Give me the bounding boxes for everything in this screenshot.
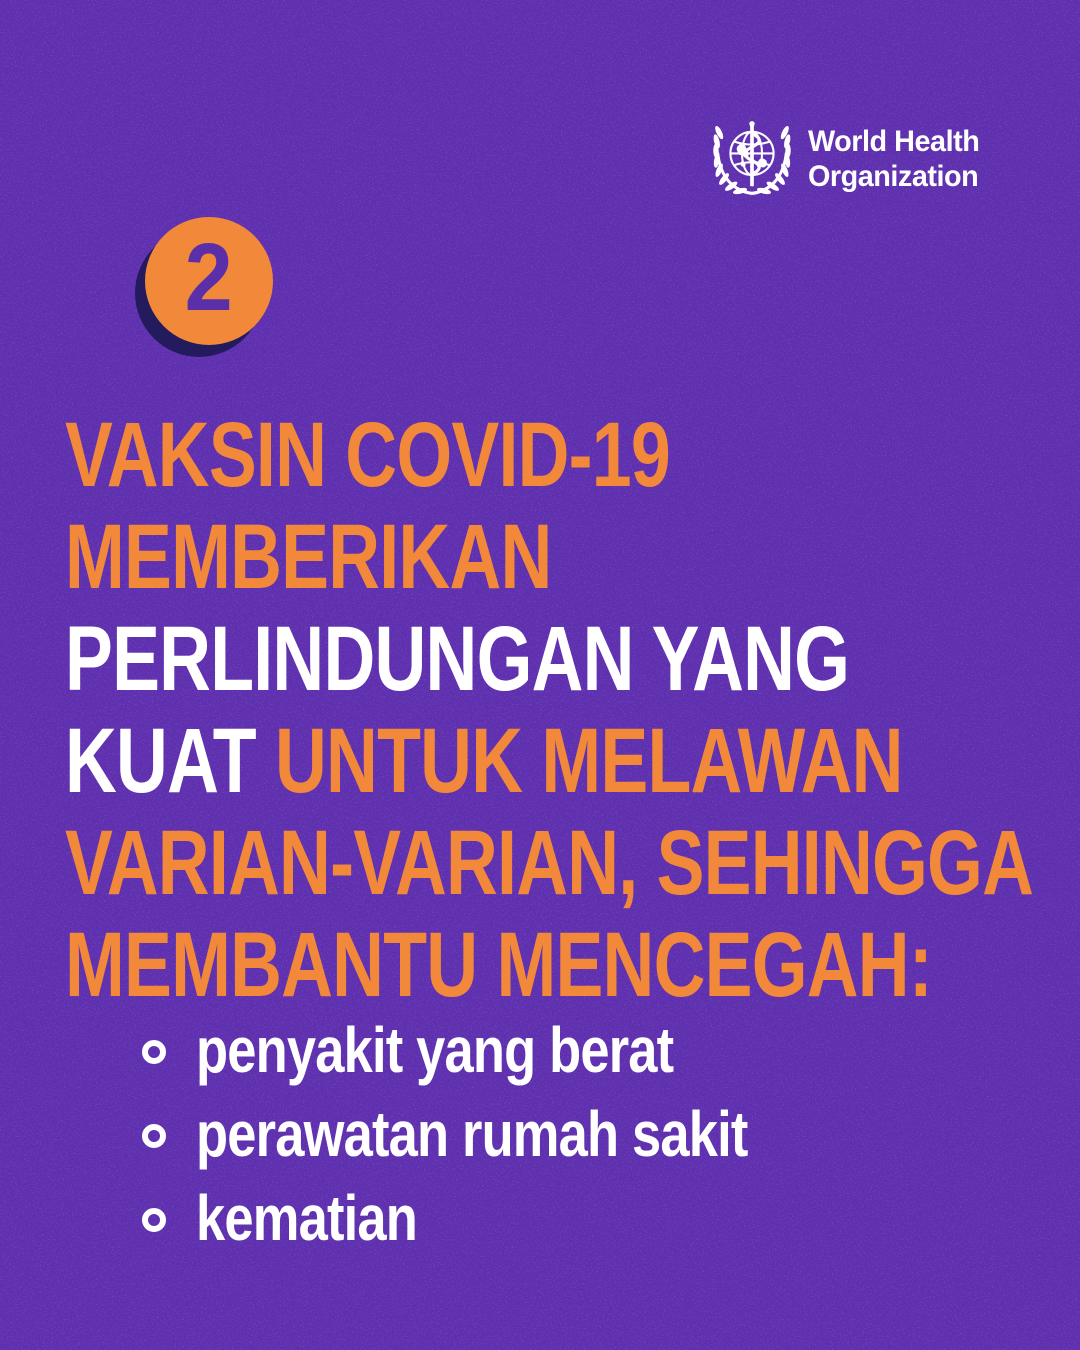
- headline-line-3: [65, 608, 1033, 710]
- headline-line2-text: MEMBERIKAN: [65, 506, 552, 608]
- who-logo-icon: [704, 116, 800, 202]
- headline-line4-orange-text: UNTUK MELAWAN: [275, 710, 903, 812]
- list-item: [142, 1008, 869, 1092]
- bullet-ring-icon: [142, 1208, 166, 1232]
- headline-line1-text: VAKSIN COVID-19: [65, 404, 671, 506]
- bullet-text-1: penyakit yang berat: [196, 1014, 674, 1086]
- list-item: [142, 1092, 869, 1176]
- who-name-line1: World Health: [808, 125, 980, 158]
- headline-line-6: [65, 914, 1033, 1016]
- headline-line6-text: MEMBANTU MENCEGAH:: [65, 914, 932, 1016]
- who-brand: [704, 116, 986, 202]
- bullet-text-3: kematian: [196, 1182, 417, 1254]
- who-name-line2: Organization: [808, 160, 979, 193]
- step-number-badge: [145, 217, 273, 345]
- who-wordmark: [808, 124, 979, 194]
- headline-line5-text: VARIAN-VARIAN, SEHINGGA: [65, 812, 1034, 914]
- headline-line3-text: PERLINDUNGAN YANG: [65, 608, 850, 710]
- headline-line4-white-text: KUAT: [65, 710, 276, 812]
- headline: [65, 404, 1080, 1016]
- headline-line-2: [65, 506, 1033, 608]
- bullet-ring-icon: [142, 1040, 166, 1064]
- list-item: [142, 1176, 869, 1260]
- headline-line-5: [65, 812, 1033, 914]
- bullet-list: [142, 1008, 869, 1260]
- badge-disc: [145, 217, 273, 345]
- step-number: 2: [184, 224, 234, 331]
- bullet-text-2: perawatan rumah sakit: [196, 1098, 748, 1170]
- headline-line-4: [65, 710, 1033, 812]
- bullet-ring-icon: [142, 1124, 166, 1148]
- headline-line-1: [65, 404, 1033, 506]
